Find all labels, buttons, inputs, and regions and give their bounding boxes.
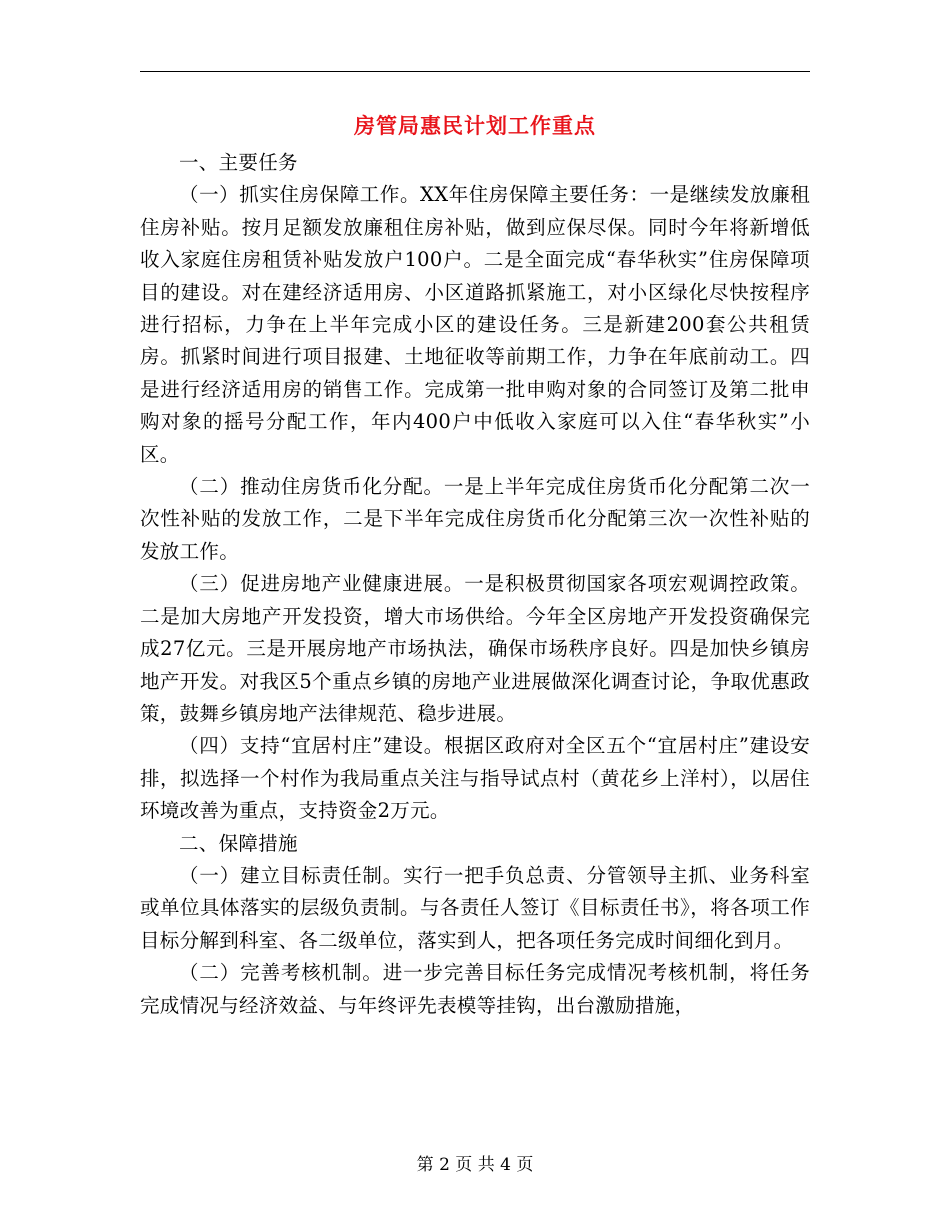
document-title: 房管局惠民计划工作重点 bbox=[354, 113, 596, 138]
paragraph-livable-village: （四）支持“宜居村庄”建设。根据区政府对全区五个“宜居村庄”建设安排，拟选择一个村作为我局重点关注与指导试点村（黄花乡上洋村），以居住环境改善为重点，支持资金2万元。 bbox=[140, 734, 810, 823]
paragraph-real-estate-development: （三）促进房地产业健康进展。一是积极贯彻国家各项宏观调控政策。二是加大房地产开发投资，增大市场供给。今年全区房地产开发投资确保完成27亿元。三是开展房地产市场执法，确保市场秩序良好。四是加快乡镇房地产开发。对我区5个重点乡镇的房地产业进展做深化调查讨论，争取优惠政策，鼓舞乡镇房地产法律规范、稳步进展。 bbox=[140, 572, 810, 725]
paragraph-assessment-mechanism: （二）完善考核机制。进一步完善目标任务完成情况考核机制，将任务完成情况与经济效益、与年终评先表模等挂钩，出台激励措施， bbox=[140, 961, 810, 1017]
section-heading-safeguards: 二、保障措施 bbox=[179, 831, 298, 855]
page-footer: 第 2 页 共 4 页 bbox=[416, 1155, 534, 1175]
paragraph-monetized-housing: （二）推动住房货币化分配。一是上半年完成住房货币化分配第二次一次性补贴的发放工作，二是下半年完成住房货币化分配第三次一次性补贴的发放工作。 bbox=[140, 475, 810, 563]
document-body bbox=[140, 147, 810, 1022]
paragraph-responsibility-system: （一）建立目标责任制。实行一把手负总责、分管领导主抓、业务科室或单位具体落实的层级负责制。与各责任人签订《目标责任书》，将各项工作目标分解到科室、各二级单位，落实到人，把各项任务完成时间细化到月。 bbox=[140, 863, 810, 952]
section-heading-main-tasks: 一、主要任务 bbox=[179, 151, 298, 174]
header-rule bbox=[140, 71, 810, 72]
paragraph-housing-security: （一）抓实住房保障工作。XX年住房保障主要任务：一是继续发放廉租住房补贴。按月足额发放廉租住房补贴，做到应保尽保。同时今年将新增低收入家庭住房租赁补贴发放户100户。二是全面完成“春华秋实”住房保障项目的建设。对在建经济适用房、小区道路抓紧施工，对小区绿化尽快按程序进行招标，力争在上半年完成小区的建设任务。三是新建200套公共租赁房。抓紧时间进行项目报建、土地征收等前期工作，力争在年底前动工。四是进行经济适用房的销售工作。完成第一批申购对象的合同签订及第二批申购对象的摇号分配工作，年内400户中低收入家庭可以入住“春华秋实”小区。 bbox=[140, 183, 810, 466]
